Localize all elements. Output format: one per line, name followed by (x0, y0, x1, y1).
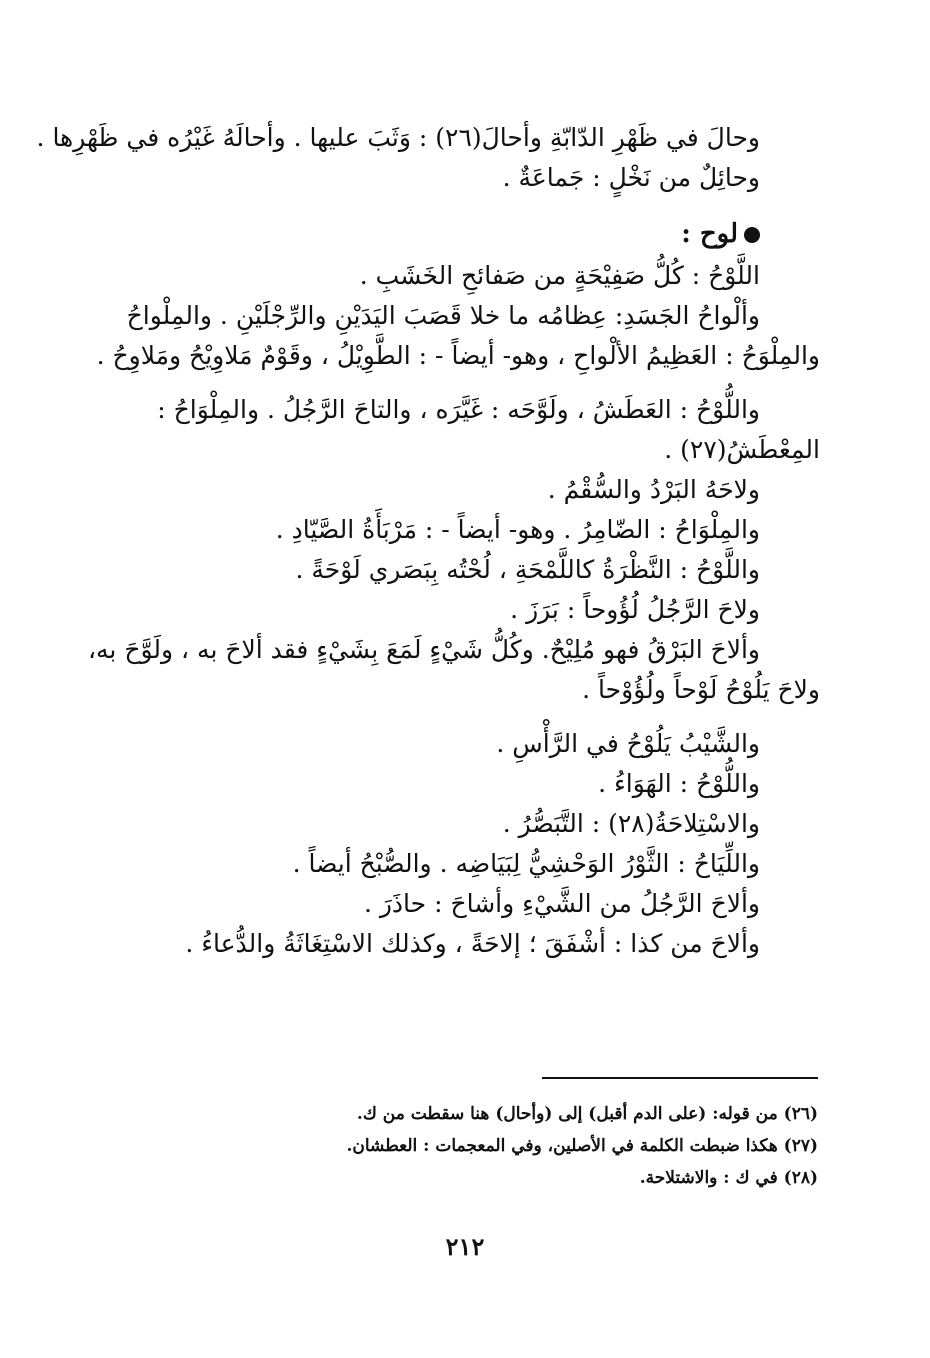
page-number: ٢١٢ (445, 1232, 485, 1261)
footnote-divider (542, 1077, 818, 1079)
text-line: وألاحَ البَرْقُ فهو مُلِيْحٌ. وكُلُّ شَيْءٍ لَمَعَ بِشَيْءٍ فقد ألاحَ به ، ولَوَّحَ به، (87, 635, 760, 664)
bullet-icon (744, 227, 760, 243)
text-line: والمِلْوَحُ : العَظِيمُ الألْواحِ ، وهو- أيضاً - : الطَّوِيْلُ ، وقَوْمٌ مَلاوِيْحُ ومَلاوِحُ . (96, 341, 820, 370)
text-line: ولاحَهُ البَرْدُ والسُّقْمُ . (547, 475, 760, 504)
text-line: والمِلْوَاحُ : الضّامِرُ . وهو- أيضاً - : مَرْبَأَةُ الصَّيّادِ . (275, 515, 760, 544)
text-line: واللَّوْحُ : النَّظْرَةُ كاللَّمْحَةِ ، لُحْتُه بِبَصَري لَوْحَةً . (295, 555, 760, 584)
text-line: واللُّوْحُ : الهَوَاءُ . (598, 769, 760, 798)
footnote: (٢٨) في ك : والاشتلاحة. (639, 1168, 818, 1188)
text-line: وحالَ في ظَهْرِ الدّابّةِ وأحالَ(٢٦) : وَثَبَ عليها . وأحالَهُ غَيْرُه في ظَهْرِها . (36, 123, 760, 152)
entry-heading-text: لوح : (681, 219, 738, 249)
body-text (36, 118, 820, 964)
footnote: (٢٧) هكذا ضبطت الكلمة في الأصلين، وفي المعجمات : العطشان. (346, 1136, 818, 1156)
text-line: وحائِلٌ من نَخْلٍ : جَماعَةٌ . (502, 163, 760, 192)
text-line: اللَّوْحُ : كُلُّ صَفِيْحَةٍ من صَفائحِ الخَشَبِ . (359, 261, 760, 290)
footnotes (118, 1098, 818, 1194)
text-line: وألْواحُ الجَسَدِ: عِظامُه ما خلا قَصَبَ اليَدَيْنِ والرِّجْلَيْنِ . والمِلْواحُ (126, 301, 760, 330)
footnote: (٢٦) من قوله: (على الدم أقبل) إلى (وأحال) هنا سقطت من ك. (356, 1104, 818, 1124)
text-line: وألاحَ الرَّجُلُ من الشَّيْءِ وأشاحَ : حاذَرَ . (363, 889, 760, 918)
text-line: والاسْتِلاحَةُ(٢٨) : التَّبَصُّرُ . (502, 809, 760, 838)
text-line: ولاحَ الرَّجُلُ لُؤُوحاً : بَرَزَ . (510, 595, 760, 624)
text-line: ولاحَ يَلُوْحُ لَوْحاً ولُؤُوْحاً . (582, 675, 820, 704)
text-line: وألاحَ من كذا : أشْفَقَ ؛ إلاحَةً ، وكذلك الاسْتِغَاثَةُ والدُّعاءُ . (185, 929, 760, 958)
text-line: والشَّيْبُ يَلُوْحُ في الرَّأْسِ . (496, 729, 760, 758)
text-line: المِعْطَشُ(٢٧) . (664, 435, 820, 464)
text-line: واللِّيَاحُ : الثَّوْرُ الوَحْشِيُّ لِبَيَاضِه . والصُّبْحُ أيضاً . (292, 849, 760, 878)
text-line: واللُّوْحُ : العَطَشُ ، ولَوَّحَه : غَيَّرَه ، والتاحَ الرَّجُلُ . والمِلْوَاحُ : (157, 395, 760, 424)
entry-heading (100, 212, 760, 256)
